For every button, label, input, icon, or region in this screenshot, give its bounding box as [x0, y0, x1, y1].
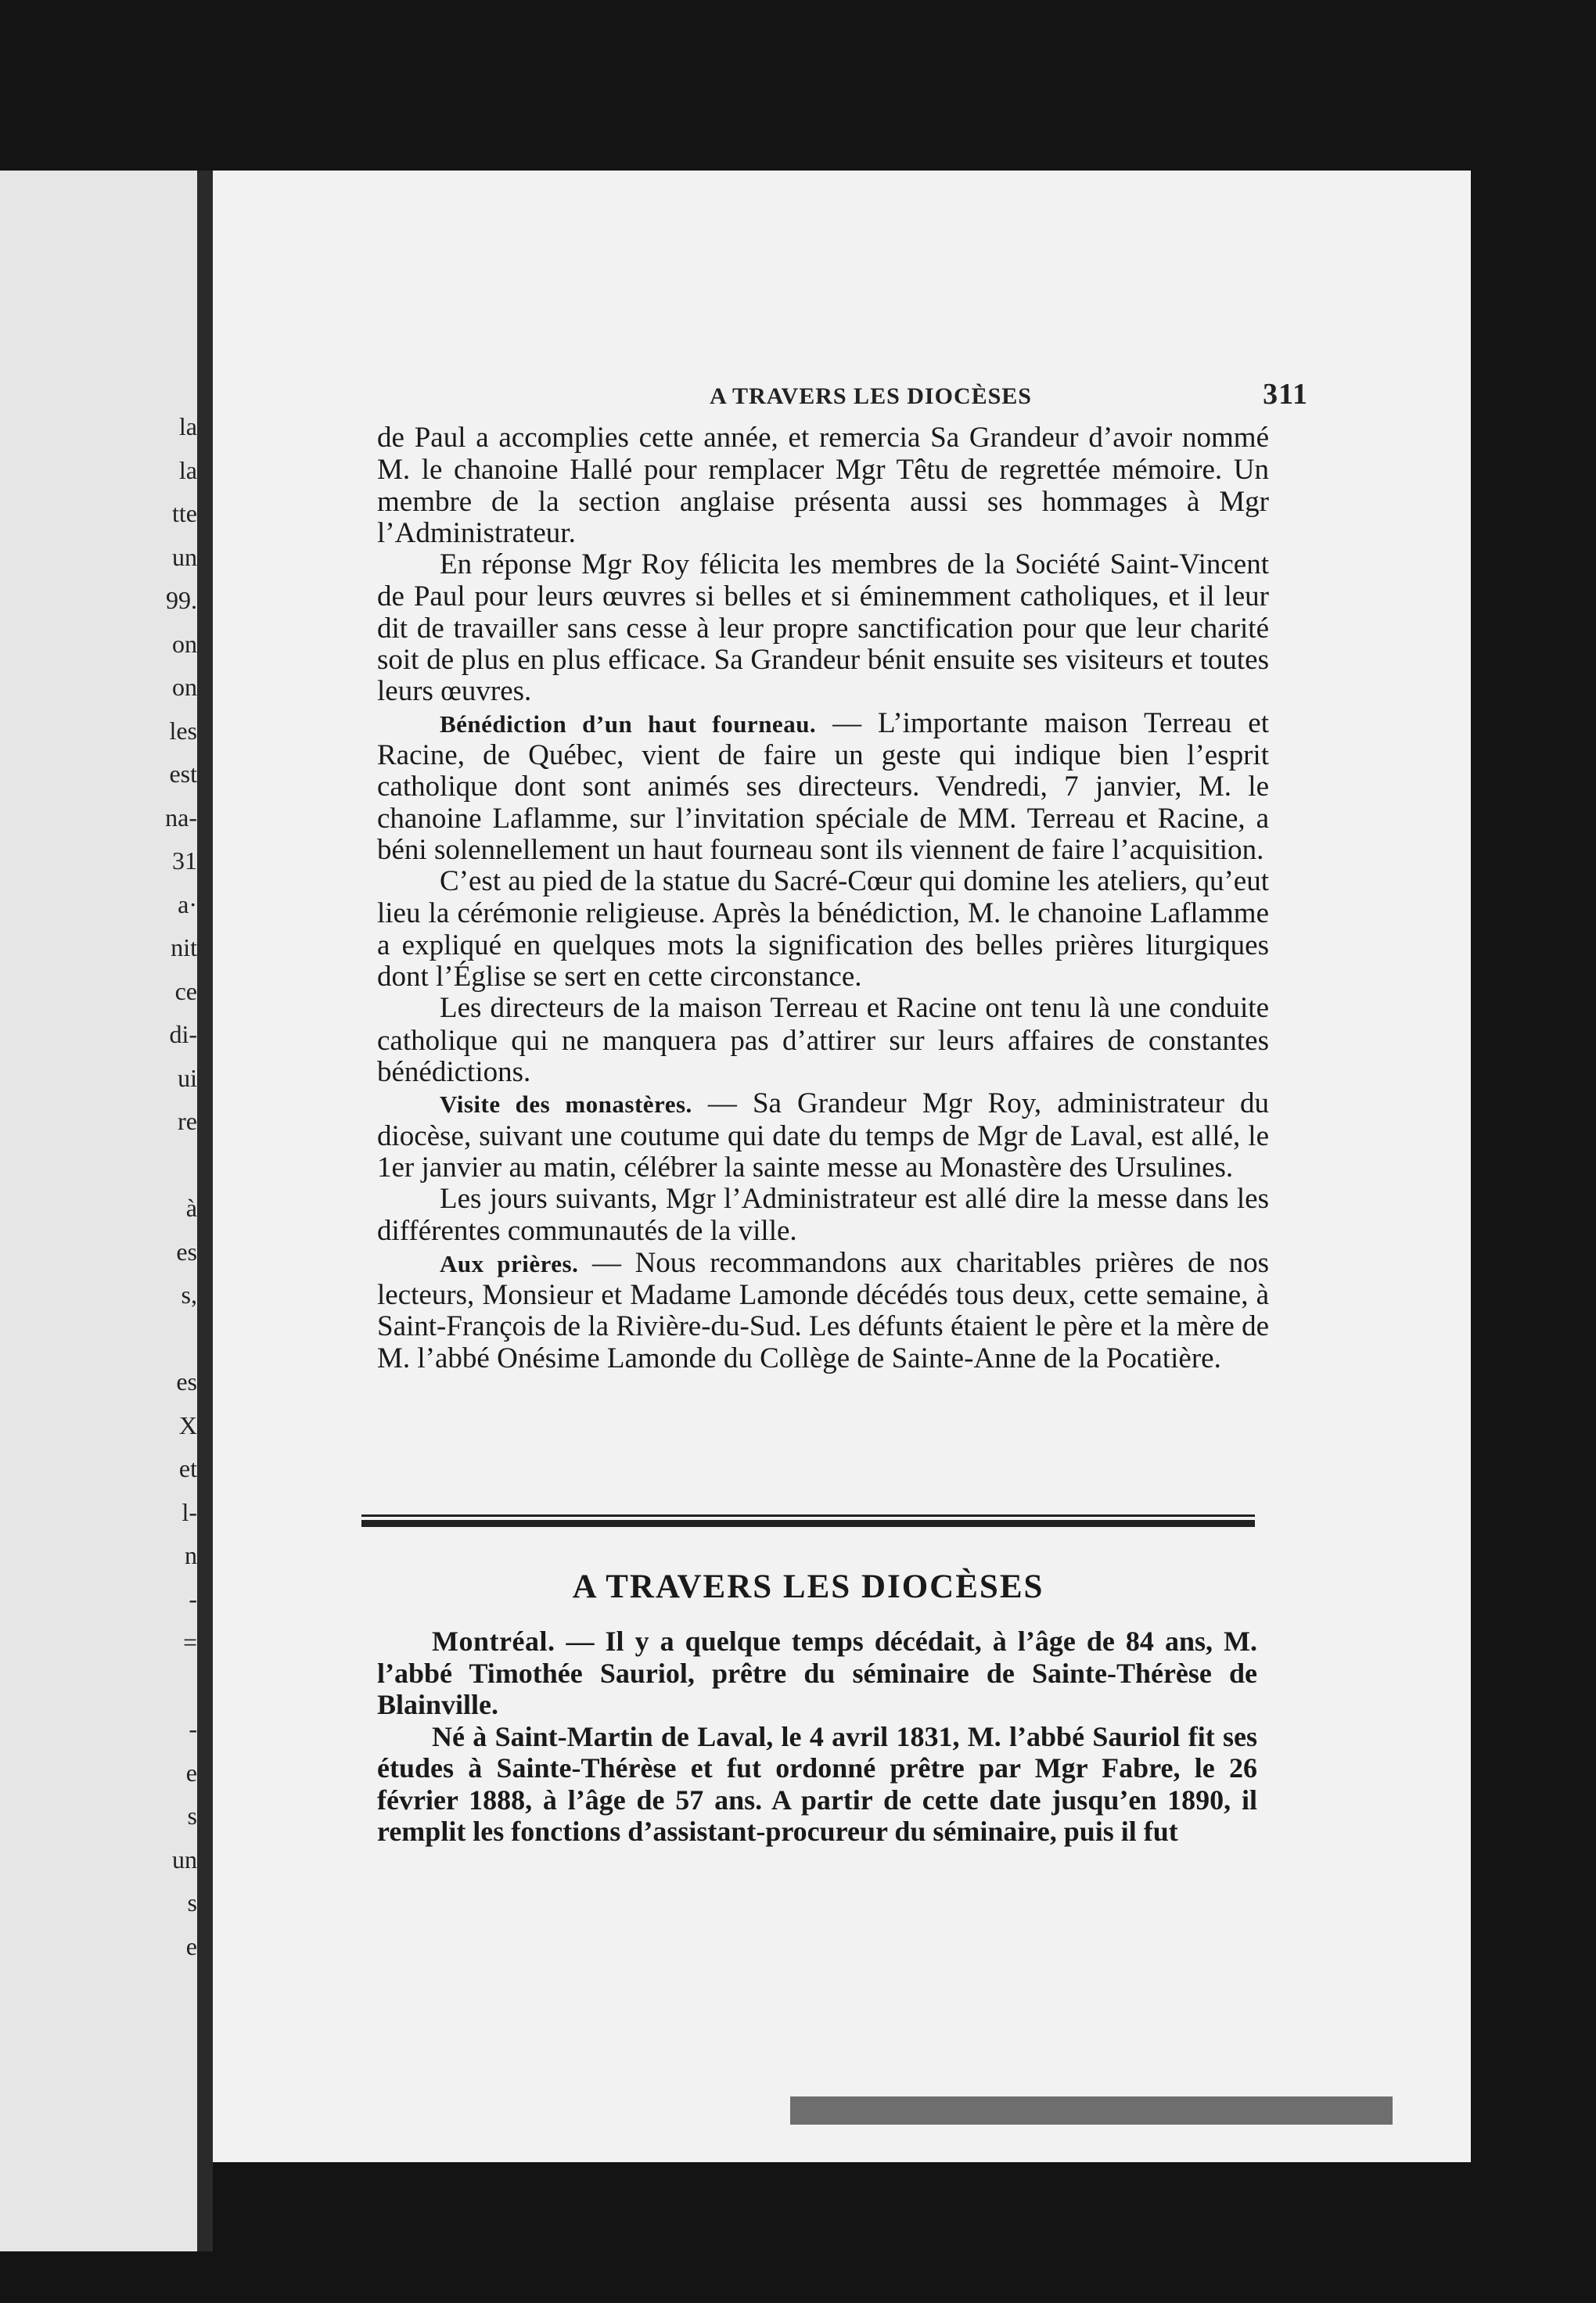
paragraph	[377, 1248, 1269, 1374]
left-edge-fragment: =	[182, 1628, 197, 1656]
left-edge-fragment: nit	[171, 933, 197, 961]
divider-thick-rule	[361, 1520, 1255, 1527]
left-edge-fragment: à	[185, 1194, 197, 1222]
left-edge-fragment	[16, 1317, 197, 1361]
paragraph-text: — Il y a quelque temps décédait, à l’âge de 84 ans, M. l’abbé Timothée Sauriol, prêtre du séminaire de Sainte-Thérèse de Blainville.	[377, 1626, 1257, 1720]
section-body	[377, 1626, 1257, 1848]
left-edge-fragment: un	[172, 542, 197, 571]
paragraph-lead: Montréal.	[432, 1626, 555, 1657]
left-edge-fragment: a·	[178, 889, 197, 918]
paragraph-text: de Paul a accomplies cette année, et remercia Sa Grandeur d’avoir nommé M. le chanoine Hallé pour remplacer Mgr Têtu de regrettée mémoire. Un membre de la section anglaise présenta aussi ses hommages à Mgr l’Administrateur.	[377, 422, 1269, 549]
paragraph-text: Les directeurs de la maison Terreau et Racine ont tenu là une conduite catholique qui ne manquera pas d’attirer sur leurs affaires de constantes bénédictions.	[377, 992, 1269, 1088]
left-page-fragment	[0, 171, 197, 2251]
left-edge-fragment: est	[169, 760, 197, 788]
running-title: A TRAVERS LES DIOCÈSES	[710, 383, 1032, 409]
paragraph	[377, 1626, 1257, 1721]
left-edge-fragment: tte	[172, 499, 197, 527]
paragraph-text: Les jours suivants, Mgr l’Administrateur est allé dire la messe dans les différentes communautés de la ville.	[377, 1183, 1269, 1248]
paragraph-text: Né à Saint-Martin de Laval, le 4 avril 1831, M. l’abbé Sauriol fit ses études à Sainte-Thérèse et fut ordonné prêtre par Mgr Fabre, le 26 février 1888, à l’âge de 57 ans. A partir de cette date jusqu’en 1890, il remplit les fonctions d’assistant-procureur du séminaire, puis il fut	[377, 1720, 1257, 1847]
left-edge-fragment: na-	[165, 803, 197, 832]
running-header	[385, 377, 1308, 411]
left-edge-fragment: ce	[174, 976, 197, 1005]
paragraph	[377, 993, 1269, 1088]
left-edge-fragment: es	[176, 1367, 197, 1396]
left-edge-fragment: es	[176, 1237, 197, 1266]
page-edge-shadow	[790, 2096, 1393, 2125]
left-edge-fragment: un	[172, 1845, 197, 1874]
book-page	[213, 171, 1471, 2162]
section-divider	[361, 1514, 1255, 1527]
left-edge-fragment: s	[187, 1888, 197, 1917]
left-edge-fragment	[16, 1144, 197, 1187]
left-edge-fragment: X	[178, 1410, 197, 1439]
left-edge-fragment: on	[172, 629, 197, 658]
divider-thin-rule	[361, 1514, 1255, 1517]
left-edge-fragment: la	[178, 412, 197, 440]
article-body	[377, 422, 1269, 1374]
section-title: A TRAVERS LES DIOCÈSES	[572, 1568, 1044, 1605]
paragraph-lead: Visite des monastères.	[440, 1090, 692, 1119]
left-edge-fragment: e	[185, 1931, 197, 1960]
paragraph-text: C’est au pied de la statue du Sacré-Cœur qui domine les ateliers, qu’eut lieu la cérémonie religieuse. Après la bénédiction, M. le chanoine Laflamme a expliqué en quelques mots la signification des belles prières liturgiques dont l’Église se sert en cette circonstance.	[377, 865, 1269, 993]
paragraph-lead: Bénédiction d’un haut fourneau.	[440, 710, 817, 738]
left-edge-fragment: -	[189, 1715, 197, 1743]
paragraph-text: — Nous recommandons aux charitables prières de nos lecteurs, Monsieur et Madame Lamonde décédés tous deux, cette semaine, à Saint-François de la Rivière-du-Sud. Les défunts étaient le père et la mère de M. l’abbé Onésime Lamonde du Collège de Sainte-Anne de la Pocatière.	[377, 1246, 1269, 1374]
left-edge-fragment: et	[178, 1454, 197, 1482]
paragraph	[377, 1184, 1269, 1248]
left-edge-fragment: la	[178, 455, 197, 484]
left-edge-fragment: re	[178, 1107, 197, 1135]
left-edge-fragment	[16, 1665, 197, 1708]
left-edge-fragment: 99.	[166, 586, 197, 614]
page-number: 311	[1263, 378, 1308, 411]
left-edge-fragment: on	[172, 673, 197, 701]
left-edge-fragment: l-	[182, 1497, 197, 1526]
paragraph-lead: Aux prières.	[440, 1249, 579, 1277]
left-edge-fragment: s	[187, 1802, 197, 1830]
left-edge-fragment: les	[169, 716, 197, 745]
book-gutter	[197, 171, 213, 2251]
paragraph	[377, 549, 1269, 707]
paragraph-text: — L’importante maison Terreau et Racine, de Québec, vient de faire un geste qui indique bien l’esprit catholique dont sont animés ses directeurs. Vendredi, 7 janvier, M. le chanoine Laflamme, sur l’invitation spéciale de MM. Terreau et Racine, a béni solennellement un haut fourneau sont ils viennent de faire l’acquisition.	[377, 706, 1269, 866]
left-edge-fragment: s,	[181, 1281, 197, 1309]
paragraph	[377, 866, 1269, 993]
left-edge-fragment: -	[189, 1584, 197, 1613]
left-edge-fragment: e	[185, 1758, 197, 1787]
left-page-edge-text	[16, 171, 197, 1968]
paragraph-text: En réponse Mgr Roy félicita les membres de la Société Saint-Vincent de Paul pour leurs œuvres si belles et si éminemment catholiques, et il leur dit de travailler sans cesse à leur propre sanctification pour que leur charité soit de plus en plus efficace. Sa Grandeur bénit ensuite ses visiteurs et toutes leurs œuvres.	[377, 548, 1269, 708]
paragraph	[377, 708, 1269, 866]
left-edge-fragment: n	[185, 1541, 197, 1569]
paragraph-text: — Sa Grandeur Mgr Roy, administrateur du diocèse, suivant une coutume qui date du temps de Mgr de Laval, est allé, le 1er janvier au matin, célébrer la sainte messe au Monastère des Ursulines.	[377, 1087, 1269, 1184]
left-edge-fragment: ui	[178, 1063, 197, 1092]
left-edge-fragment: 31	[172, 846, 197, 875]
paragraph	[377, 1088, 1269, 1184]
left-edge-fragment: di-	[169, 1020, 197, 1048]
paragraph	[377, 422, 1269, 549]
paragraph	[377, 1721, 1257, 1848]
